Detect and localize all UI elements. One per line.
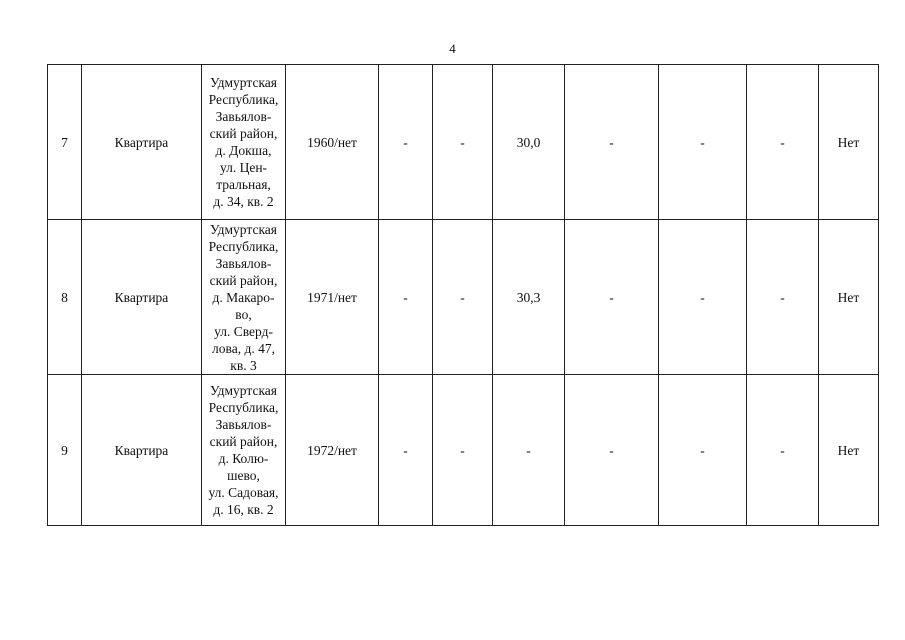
value-cell: - xyxy=(747,375,819,526)
table-row xyxy=(48,375,879,526)
table-row xyxy=(48,65,879,220)
value-cell: - xyxy=(379,65,433,220)
value-cell: - xyxy=(565,375,659,526)
object-type-cell: Квартира xyxy=(82,375,202,526)
value-cell: - xyxy=(565,65,659,220)
row-number-cell: 7 xyxy=(48,65,82,220)
value-cell: - xyxy=(659,220,747,375)
value-cell: - xyxy=(433,220,493,375)
address-cell: Удмуртская Республика, Завьялов- ский район, д. Докша, ул. Цен- тральная, д. 34, кв. 2 xyxy=(202,65,286,220)
value-cell: - xyxy=(747,220,819,375)
area-cell: 30,3 xyxy=(493,220,565,375)
object-type-cell: Квартира xyxy=(82,220,202,375)
address-cell: Удмуртская Республика, Завьялов- ский район, д. Макаро- во, ул. Сверд- лова, д. 47, кв. 3 xyxy=(202,220,286,375)
area-cell: - xyxy=(493,375,565,526)
value-cell: - xyxy=(659,65,747,220)
encumbrance-cell: Нет xyxy=(819,65,879,220)
value-cell: - xyxy=(379,375,433,526)
row-number-cell: 8 xyxy=(48,220,82,375)
value-cell: - xyxy=(433,375,493,526)
address-cell: Удмуртская Республика, Завьялов- ский район, д. Колю- шево, ул. Садовая, д. 16, кв. 2 xyxy=(202,375,286,526)
area-cell: 30,0 xyxy=(493,65,565,220)
row-number-cell: 9 xyxy=(48,375,82,526)
property-table xyxy=(47,64,879,526)
object-type-cell: Квартира xyxy=(82,65,202,220)
year-cell: 1972/нет xyxy=(286,375,379,526)
value-cell: - xyxy=(747,65,819,220)
value-cell: - xyxy=(565,220,659,375)
value-cell: - xyxy=(379,220,433,375)
value-cell: - xyxy=(433,65,493,220)
value-cell: - xyxy=(659,375,747,526)
page-number: 4 xyxy=(449,41,456,56)
year-cell: 1971/нет xyxy=(286,220,379,375)
encumbrance-cell: Нет xyxy=(819,220,879,375)
table-row xyxy=(48,220,879,375)
year-cell: 1960/нет xyxy=(286,65,379,220)
encumbrance-cell: Нет xyxy=(819,375,879,526)
